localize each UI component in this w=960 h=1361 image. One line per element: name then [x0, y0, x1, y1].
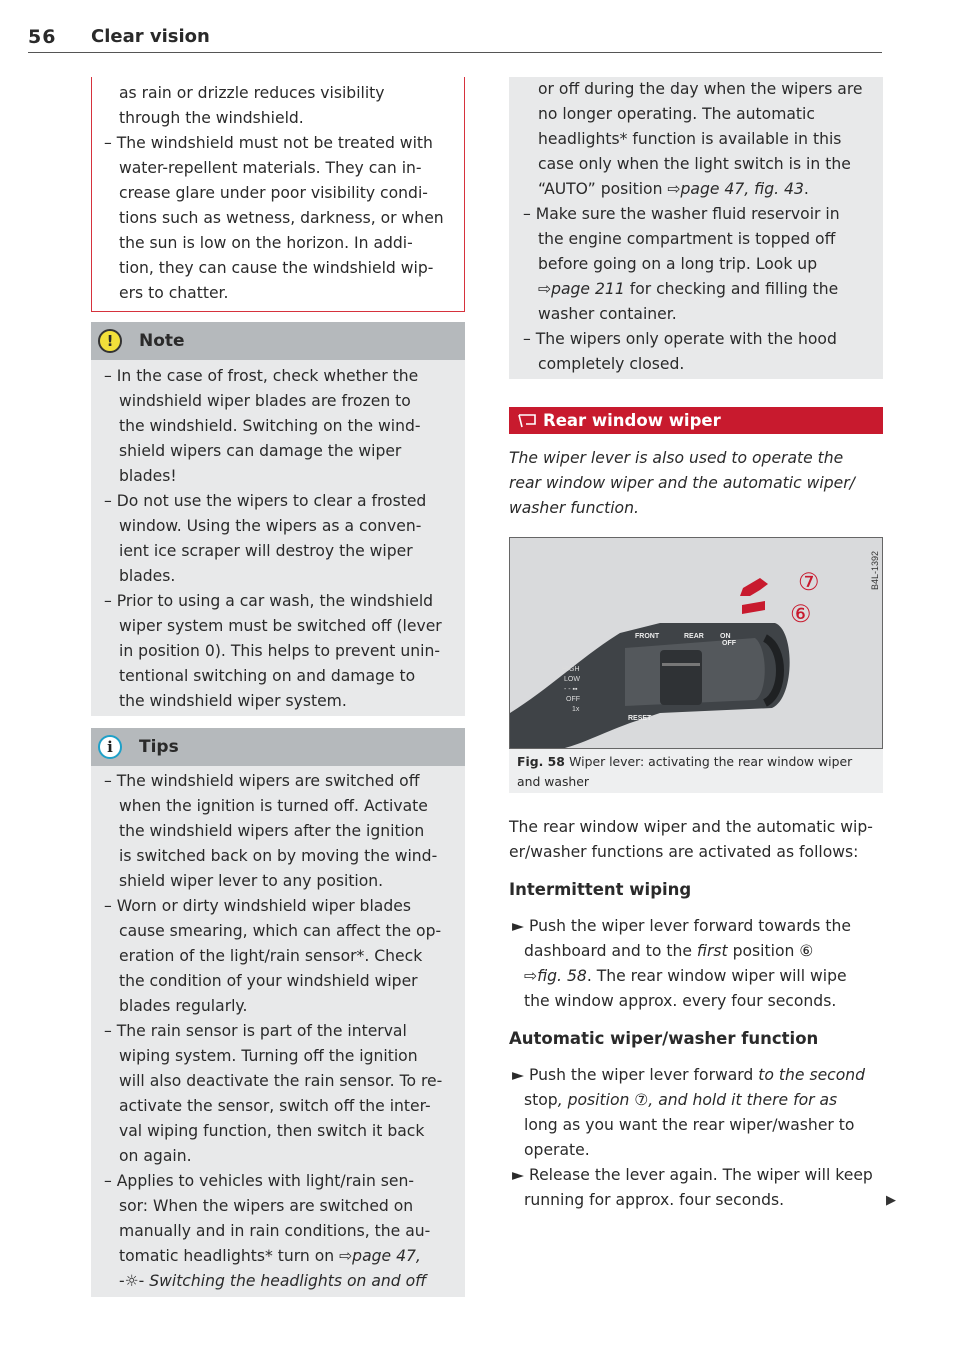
label-low: LOW: [564, 676, 580, 683]
text-line: no longer operating. The automatic: [538, 105, 815, 123]
tips-item-line: on again.: [119, 1147, 192, 1165]
warning-item-line: the sun is low on the horizon. In addi-: [119, 234, 413, 252]
text-segment: “AUTO” position ⇨: [538, 180, 681, 198]
position-7-marker: ⑦: [798, 569, 820, 596]
text-segment: ► Push the wiper lever forward: [512, 1066, 759, 1084]
tips-item-line: eration of the light/rain sensor*. Check: [119, 947, 423, 965]
tips-item-line: blades regularly.: [119, 997, 248, 1015]
note-item-line: the windshield wiper system.: [119, 692, 347, 710]
text-segment: page 47,: [352, 1247, 421, 1265]
tips-item-line: sor: When the wipers are switched on: [119, 1197, 414, 1215]
note-item-line: in position 0). This helps to prevent unin-: [119, 642, 440, 660]
section-header: [509, 407, 883, 434]
info-item-line: washer container.: [538, 305, 677, 323]
header-rule: [28, 52, 882, 53]
text-segment: , position ⑦, and hold it there for as: [557, 1091, 838, 1109]
note-item-line: window. Using the wipers as a conven-: [119, 517, 422, 535]
page-number: 56: [28, 26, 57, 48]
note-item-line: wiper system must be switched off (lever: [119, 617, 442, 635]
info-circle-icon: i: [98, 735, 122, 759]
note-item-line: – In the case of frost, check whether the: [104, 367, 419, 385]
info-item-line: – Make sure the washer fluid reservoir in: [523, 205, 840, 223]
step-line: long as you want the rear wiper/washer to: [524, 1116, 855, 1134]
text-segment: fig. 58: [537, 967, 587, 985]
note-item-line: the windshield. Switching on the wind-: [119, 417, 421, 435]
section-title: Rear window wiper: [543, 411, 721, 430]
step-line: [512, 1063, 865, 1088]
warning-item-line: tions such as wetness, darkness, or when: [119, 209, 444, 227]
text-segment: position ⑥: [727, 942, 814, 960]
text-segment: to the second: [758, 1066, 866, 1084]
body-line: The rear window wiper and the automatic wip-: [509, 818, 873, 836]
exclamation-circle-icon: !: [98, 329, 122, 353]
figure-caption: [509, 749, 883, 793]
text-segment: dashboard and to the: [524, 942, 697, 960]
text-line: case only when the light switch is in the: [538, 155, 851, 173]
rear-wiper-icon: [517, 413, 537, 429]
continued-arrow-icon: ▶: [886, 1193, 896, 1208]
tips-item-line: will also deactivate the rain sensor. To re-: [119, 1072, 443, 1090]
note-item-line: blades.: [119, 567, 176, 585]
tips-title: Tips: [139, 737, 179, 757]
info-item-line: [538, 277, 838, 302]
heading-intermittent-wiping: Intermittent wiping: [509, 880, 692, 899]
step-line: [524, 964, 847, 989]
text-segment: tomatic headlights* turn on ⇨: [119, 1247, 353, 1265]
tips-item-line: cause smearing, which can affect the op-: [119, 922, 442, 940]
label-1x: 1x: [572, 706, 580, 713]
tips-item-line: the windshield wipers after the ignition: [119, 822, 425, 840]
tips-item-line: shield wiper lever to any position.: [119, 872, 384, 890]
info-item-line: before going on a long trip. Look up: [538, 255, 818, 273]
note-item-line: tentional switching on and damage to: [119, 667, 416, 685]
label-off-rear: OFF: [722, 640, 736, 647]
text-line: through the windshield.: [119, 109, 304, 127]
tips-item-line: – The rain sensor is part of the interval: [104, 1022, 407, 1040]
caption-line: [517, 752, 852, 772]
tips-item-line: when the ignition is turned off. Activate: [119, 797, 428, 815]
text-line: or off during the day when the wipers are: [538, 80, 863, 98]
body-line: er/washer functions are activated as follows:: [509, 843, 859, 861]
arrow-position-6: [742, 601, 765, 614]
label-front: FRONT: [635, 633, 660, 640]
text-segment: page 47, fig. 43: [680, 180, 804, 198]
label-high: HIGH: [562, 666, 580, 673]
warning-item-line: crease glare under poor visibility condi-: [119, 184, 428, 202]
tips-item-line: – Applies to vehicles with light/rain sen-: [104, 1172, 415, 1190]
text-segment: stop: [524, 1091, 558, 1109]
text-segment: for checking and filling the: [624, 280, 839, 298]
warning-item-line: water-repellent materials. They can in-: [119, 159, 422, 177]
step-line: [524, 939, 813, 964]
text-segment: -☼-: [119, 1272, 150, 1290]
text-segment: first: [696, 942, 728, 960]
heading-automatic-wiper-washer: Automatic wiper/washer function: [509, 1029, 819, 1048]
label-on: ON: [720, 633, 731, 640]
text-segment: ⇨: [524, 967, 538, 985]
note-item-line: – Do not use the wipers to clear a frosted: [104, 492, 427, 510]
tips-item-line: the condition of your windshield wiper: [119, 972, 418, 990]
position-6-marker: ⑥: [790, 601, 812, 628]
info-item-line: the engine compartment is topped off: [538, 230, 836, 248]
caption-text: Wiper lever: activating the rear window wiper: [569, 754, 853, 769]
step-line: operate.: [524, 1141, 590, 1159]
tips-item-line: wiping system. Turning off the ignition: [119, 1047, 418, 1065]
note-item-line: windshield wiper blades are frozen to: [119, 392, 411, 410]
tips-item-line: – The windshield wipers are switched off: [104, 772, 420, 790]
tips-item-line: manually and in rain conditions, the au-: [119, 1222, 431, 1240]
wiper-lever-illustration: [510, 538, 883, 749]
tips-item-line: [119, 1269, 426, 1294]
step-line: [524, 1088, 837, 1113]
step-line: ► Release the lever again. The wiper will keep: [512, 1166, 873, 1184]
note-item-line: – Prior to using a car wash, the windshield: [104, 592, 434, 610]
note-item-line: ient ice scraper will destroy the wiper: [119, 542, 413, 560]
note-header: [91, 322, 465, 360]
warning-item-line: tion, they can cause the windshield wip-: [119, 259, 434, 277]
figure-wiper-lever: [509, 537, 883, 749]
text-line: [538, 177, 809, 202]
text-line: as rain or drizzle reduces visibility: [119, 84, 385, 102]
text-segment: page 211: [551, 280, 625, 298]
figure-number: Fig. 58: [517, 754, 570, 769]
step-line: the window approx. every four seconds.: [524, 992, 837, 1010]
caption-line: and washer: [517, 774, 590, 789]
text-segment: Switching the headlights on and off: [149, 1272, 427, 1290]
tips-item-line: [119, 1244, 421, 1269]
tips-item-line: – Worn or dirty windshield wiper blades: [104, 897, 411, 915]
warning-item-line: ers to chatter.: [119, 284, 229, 302]
info-item-line: – The wipers only operate with the hood: [523, 330, 837, 348]
intro-line: The wiper lever is also used to operate the: [509, 449, 844, 467]
text-line: headlights* function is available in this: [538, 130, 842, 148]
text-segment: . The rear window wiper will wipe: [586, 967, 847, 985]
tips-item-line: val wiping function, then switch it back: [119, 1122, 425, 1140]
step-line: running for approx. four seconds.: [524, 1191, 785, 1209]
step-line: ► Push the wiper lever forward towards the: [512, 917, 851, 935]
label-interval: - - ▪▪: [564, 686, 578, 693]
warning-item-line: – The windshield must not be treated with: [104, 134, 433, 152]
label-off: OFF: [566, 696, 580, 703]
note-item-line: shield wipers can damage the wiper: [119, 442, 402, 460]
text-segment: .: [803, 180, 809, 198]
label-rear: REAR: [684, 633, 704, 640]
note-title: Note: [139, 331, 185, 351]
tips-item-line: is switched back on by moving the wind-: [119, 847, 438, 865]
label-reset: RESET: [628, 715, 652, 722]
intro-line: washer function.: [509, 499, 639, 517]
arrow-position-7: [740, 578, 768, 596]
figure-code: B4L-1392: [870, 550, 880, 590]
chapter-title: Clear vision: [91, 26, 210, 47]
intro-line: rear window wiper and the automatic wiper/: [509, 474, 855, 492]
text-segment: ⇨: [538, 280, 552, 298]
note-item-line: blades!: [119, 467, 177, 485]
tips-item-line: activate the sensor, switch off the inter-: [119, 1097, 431, 1115]
tips-header: [91, 728, 465, 766]
info-item-line: completely closed.: [538, 355, 685, 373]
